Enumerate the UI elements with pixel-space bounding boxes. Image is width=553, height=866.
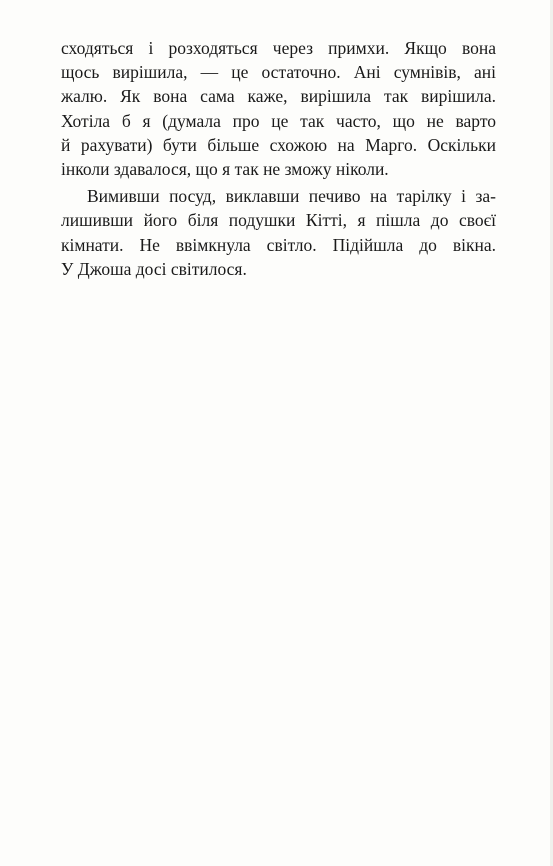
text-line: інколи здавалося, що я так не зможу ніколи.	[61, 158, 389, 179]
text-line: щось вирішила, — це остаточно. Ані сумнівів, ані	[61, 62, 496, 83]
text-line: У Джоша досі світилося.	[61, 258, 247, 279]
paragraph-2	[61, 184, 496, 281]
paragraph-1	[61, 36, 496, 181]
text-line: й рахувати) бути більше схожою на Марго. Оскільки	[61, 134, 496, 155]
text-line: жалю. Як вона сама каже, вирішила так вирішила.	[61, 86, 496, 107]
page-text	[61, 36, 496, 281]
text-line: кімнати. Не ввімкнула світло. Підійшла до вікна.	[61, 234, 496, 255]
text-line: Вимивши посуд, виклавши печиво на тарілку і за-	[87, 186, 496, 207]
text-line: сходяться і розходяться через примхи. Якщо вона	[61, 38, 496, 58]
text-line: Хотіла б я (думала про це так часто, що не варто	[61, 110, 496, 131]
text-line: лишивши його біля подушки Кітті, я пішла до своєї	[61, 210, 496, 231]
